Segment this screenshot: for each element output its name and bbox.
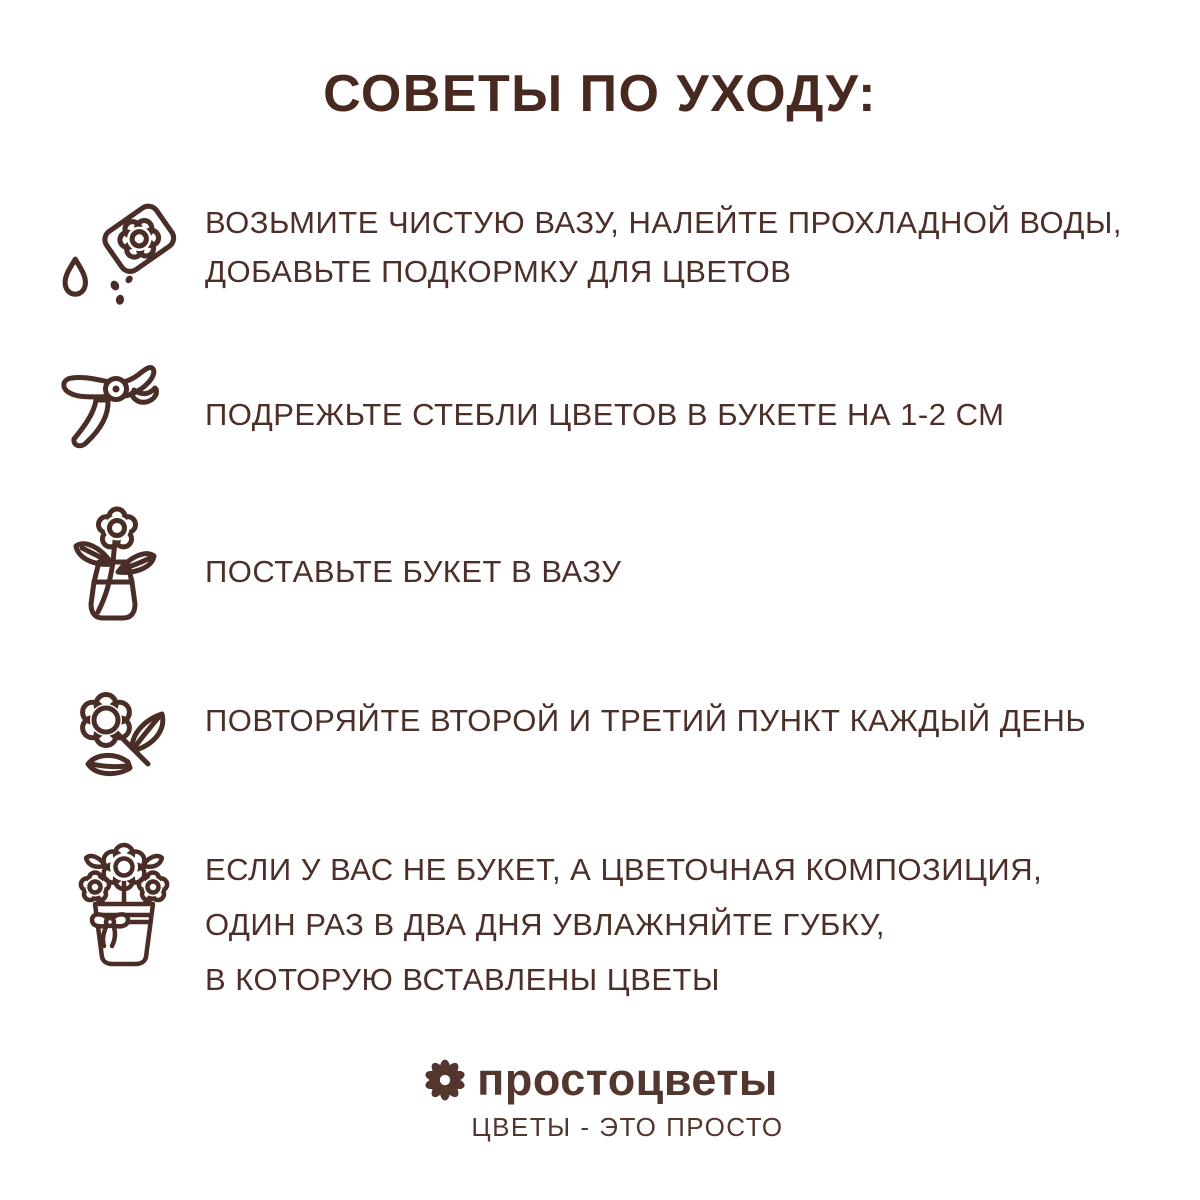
flower-logo-icon bbox=[422, 1057, 468, 1103]
brand-name: простоцветы bbox=[477, 1054, 778, 1105]
page-title: СОВЕТЫ ПО УХОДУ: bbox=[323, 65, 877, 123]
tip-line: ЕСЛИ У ВАС НЕ БУКЕТ, А ЦВЕТОЧНАЯ КОМПОЗИЦИЯ, bbox=[205, 852, 1043, 887]
tip-line: В КОТОРУЮ ВСТАВЛЕНЫ ЦВЕТЫ bbox=[205, 962, 720, 997]
tip-text bbox=[205, 547, 621, 596]
flower-icon bbox=[64, 682, 176, 792]
tip-text bbox=[205, 390, 1004, 439]
brand-tagline: ЦВЕТЫ - ЭТО ПРОСТО bbox=[471, 1112, 784, 1142]
tip-text bbox=[205, 842, 1042, 1007]
flower-pot-icon bbox=[70, 840, 178, 977]
footer bbox=[0, 1054, 1200, 1143]
pruning-shears-icon bbox=[56, 360, 184, 456]
brand-row bbox=[422, 1054, 778, 1106]
tip-line: ПОСТАВЬТЕ БУКЕТ В ВАЗУ bbox=[205, 554, 622, 589]
tip-text bbox=[205, 198, 1122, 296]
tip-text bbox=[205, 696, 1086, 745]
tip-line: ВОЗЬМИТЕ ЧИСТУЮ ВАЗУ, НАЛЕЙТЕ ПРОХЛАДНОЙ ВОДЫ, bbox=[205, 205, 1123, 240]
flower-food-packet-icon bbox=[58, 196, 188, 306]
tip-line: ОДИН РАЗ В ДВА ДНЯ УВЛАЖНЯЙТЕ ГУБКУ, bbox=[205, 907, 885, 942]
tip-line: ДОБАВЬТЕ ПОДКОРМКУ ДЛЯ ЦВЕТОВ bbox=[205, 254, 792, 289]
tip-line: ПОДРЕЖЬТЕ СТЕБЛИ ЦВЕТОВ В БУКЕТЕ НА 1-2 СМ bbox=[205, 397, 1005, 432]
tip-line: ПОВТОРЯЙТЕ ВТОРОЙ И ТРЕТИЙ ПУНКТ КАЖДЫЙ ДЕНЬ bbox=[205, 703, 1087, 738]
vase-with-flower-icon bbox=[60, 504, 166, 628]
